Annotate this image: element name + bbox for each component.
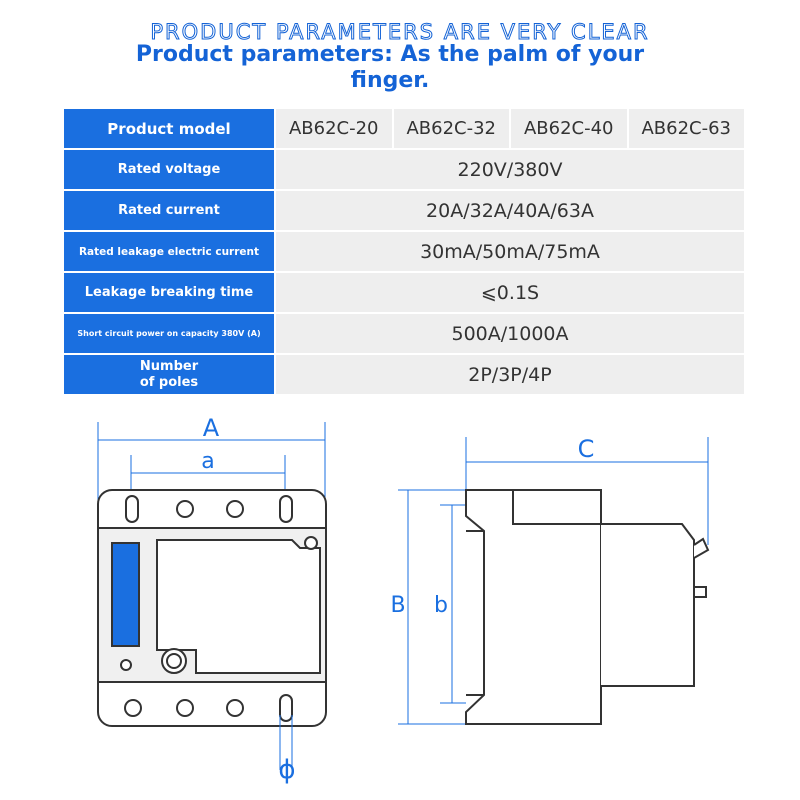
- table-row: [63, 231, 745, 272]
- spec-table: [62, 107, 746, 396]
- terminal-screw: [177, 700, 193, 716]
- header-subtitle: PRODUCT PARAMETERS ARE VERY CLEAR: [150, 20, 650, 44]
- row-label-line: Number: [139, 358, 199, 374]
- row-value: 220V/380V: [275, 149, 745, 190]
- test-button-center: [167, 654, 181, 668]
- terminal-screw: [125, 700, 141, 716]
- model-cell: AB62C-32: [393, 108, 511, 149]
- model-label: Product model: [63, 108, 275, 149]
- row-label-line: of poles: [139, 374, 199, 390]
- header-title: Product parameters: As the palm of your finger.: [135, 42, 645, 93]
- table-row: [63, 149, 745, 190]
- terminal-screw: [177, 501, 193, 517]
- dim-label-C: C: [577, 435, 595, 463]
- row-label: Rated voltage: [63, 149, 275, 190]
- mount-slot: [126, 496, 138, 522]
- row-label: [63, 354, 275, 395]
- row-label: Rated leakage electric current: [63, 231, 275, 272]
- table-row: [63, 190, 745, 231]
- table-row: [63, 272, 745, 313]
- row-value: ⩽0.1S: [275, 272, 745, 313]
- mount-slot: [280, 496, 292, 522]
- dim-label-B: B: [390, 593, 406, 618]
- small-hole: [305, 537, 317, 549]
- row-value: 20A/32A/40A/63A: [275, 190, 745, 231]
- model-cell: AB62C-40: [510, 108, 628, 149]
- handle-tip: [694, 539, 708, 558]
- side-protrusion: [601, 524, 694, 686]
- row-value: 2P/3P/4P: [275, 354, 745, 395]
- table-row-model: [63, 108, 745, 149]
- row-label: Rated current: [63, 190, 275, 231]
- model-cell: AB62C-20: [275, 108, 393, 149]
- terminal-screw: [227, 501, 243, 517]
- dim-label-phi: ϕ: [278, 755, 296, 785]
- side-test-button: [694, 587, 706, 597]
- model-cell: AB62C-63: [628, 108, 746, 149]
- table-row: [63, 354, 745, 395]
- dim-label-A: A: [202, 414, 220, 442]
- row-label: Short circuit power on capacity 380V (A): [63, 313, 275, 354]
- dim-label-b: b: [434, 593, 448, 618]
- row-value: 500A/1000A: [275, 313, 745, 354]
- side-body: [466, 490, 601, 724]
- dimension-drawing: [0, 400, 800, 800]
- indicator-hole: [121, 660, 131, 670]
- side-view: [390, 435, 708, 724]
- dim-label-a: a: [201, 449, 215, 474]
- terminal-screw: [227, 700, 243, 716]
- row-label: Leakage breaking time: [63, 272, 275, 313]
- mount-slot: [280, 695, 292, 721]
- breaker-handle: [112, 543, 139, 646]
- front-view: [98, 414, 326, 785]
- row-value: 30mA/50mA/75mA: [275, 231, 745, 272]
- table-row: [63, 313, 745, 354]
